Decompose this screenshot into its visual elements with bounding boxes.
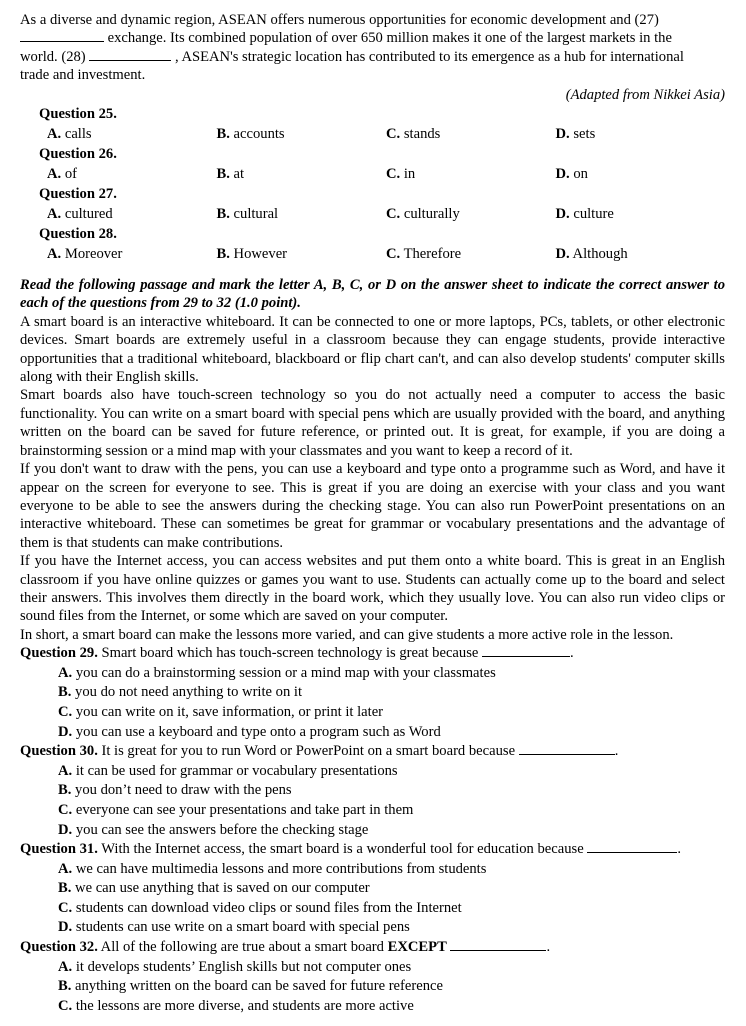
answer-choice[interactable] [20, 781, 725, 801]
answer-letter: B. [58, 978, 72, 995]
reading-questions [20, 644, 725, 1016]
option-choice[interactable] [386, 124, 556, 144]
answer-text: we can use anything that is saved on our computer [71, 880, 370, 897]
option-letter: D. [555, 206, 570, 223]
option-text: at [229, 166, 245, 183]
option-letter: A. [47, 166, 62, 183]
option-text: accounts [229, 126, 285, 143]
option-letter: A. [47, 206, 62, 223]
answer-blank [89, 48, 171, 61]
cloze-questions [39, 104, 725, 264]
option-letter: C. [386, 126, 401, 143]
answer-text: you don’t need to draw with the pens [71, 782, 292, 799]
option-letter: A. [47, 126, 62, 143]
intro-paragraph [20, 11, 725, 104]
option-choice[interactable] [47, 124, 217, 144]
question-tail: . [546, 939, 551, 956]
answer-letter: A. [58, 958, 73, 975]
question-text: Smart board which has touch-screen technology is great because [97, 645, 483, 662]
answer-text: it develops students’ English skills but not computer ones [72, 958, 412, 975]
answer-text: it can be used for grammar or vocabulary presentations [72, 762, 398, 779]
question-stem [20, 840, 725, 860]
answer-letter: A. [58, 664, 73, 681]
intro-line-3: world. (28) , ASEAN's strategic location has contributed to its emergence as a hub for international [20, 48, 684, 65]
question-title: Question 29. [20, 645, 98, 662]
answer-choice[interactable] [20, 899, 725, 919]
answer-choice[interactable] [20, 664, 725, 684]
answer-letter: B. [58, 880, 72, 897]
option-text: cultural [229, 206, 279, 223]
answer-text: you can use a keyboard and type onto a program such as Word [72, 723, 441, 740]
option-choice[interactable] [217, 204, 387, 224]
option-letter: A. [47, 246, 62, 263]
option-choice[interactable] [47, 164, 217, 184]
answer-choice[interactable] [20, 977, 725, 997]
document-page [20, 11, 725, 1016]
answer-text: students can use write on a smart board with special pens [72, 919, 410, 936]
answer-text: we can have multimedia lessons and more contributions from students [72, 860, 487, 877]
option-letter: C. [386, 206, 401, 223]
option-choice[interactable] [386, 204, 556, 224]
question-tail: . [677, 841, 681, 858]
question-title: Question 31. [20, 841, 98, 858]
question-title: Question 26. [39, 146, 117, 163]
answer-choice[interactable] [20, 958, 725, 978]
option-letter: B. [216, 206, 230, 223]
option-choice[interactable] [217, 164, 387, 184]
question-title: Question 30. [20, 743, 98, 760]
option-letter: B. [216, 246, 230, 263]
answer-choice[interactable] [20, 997, 725, 1017]
source-credit: (Adapted from Nikkei Asia) [565, 86, 725, 103]
option-letter: D. [555, 166, 570, 183]
answer-blank [519, 742, 615, 755]
answer-letter: C. [58, 997, 73, 1014]
answer-choice[interactable] [20, 821, 725, 841]
answer-letter: D. [58, 821, 73, 838]
option-letter: C. [386, 246, 401, 263]
question-stem [20, 938, 725, 958]
question-text: All of the following are true about a smart board [97, 939, 388, 956]
instruction: Read the following passage and mark the letter A, B, C, or D on the answer sheet to indicate the correct answer to each of the questions from 29 to 32 (1.0 point). [20, 277, 725, 312]
answer-letter: B. [58, 782, 72, 799]
intro-line-2: exchange. Its combined population of over 650 million makes it one of the largest markets in the [20, 29, 725, 47]
option-choice[interactable] [386, 244, 556, 264]
answer-letter: C. [58, 703, 73, 720]
reading-passage [20, 313, 725, 644]
option-row [39, 164, 725, 184]
answer-blank [482, 644, 570, 657]
option-choice[interactable] [556, 244, 726, 264]
answer-text: you can write on it, save information, or print it later [72, 703, 384, 720]
answer-choice[interactable] [20, 683, 725, 703]
option-text: calls [61, 126, 92, 143]
answer-blank [450, 938, 546, 951]
answer-letter: D. [58, 723, 73, 740]
answer-letter: C. [58, 801, 73, 818]
option-letter: D. [555, 126, 570, 143]
answer-text: you do not need anything to write on it [71, 684, 303, 701]
answer-blank [587, 840, 677, 853]
answer-text: you can do a brainstorming session or a mind map with your classmates [72, 664, 496, 681]
question-title: Question 32. [20, 939, 98, 956]
passage-paragraph: A smart board is an interactive whiteboard. It can be connected to one or more laptops, PCs, tablets, or other electronic devices. Smart boards are extremely useful in a classroom because they can engage students, provide interactive opportunities that a traditional whiteboard, blackboard or flip chart can't, and can also develop students' computer skills along with their English skills. [20, 313, 725, 386]
question-title: Question 27. [39, 186, 117, 203]
answer-choice[interactable] [20, 918, 725, 938]
option-choice[interactable] [556, 124, 726, 144]
option-text: sets [569, 126, 596, 143]
option-row [39, 124, 725, 144]
answer-letter: A. [58, 762, 73, 779]
answer-choice[interactable] [20, 879, 725, 899]
answer-blank [20, 29, 104, 42]
answer-text: you can see the answers before the checking stage [72, 821, 369, 838]
option-text: Although [569, 246, 628, 263]
option-text: on [569, 166, 588, 183]
option-text: Therefore [400, 246, 462, 263]
passage-paragraph: If you have the Internet access, you can access websites and put them onto a white board. This is great in an English classroom if you have online quizzes or games you want to use. Students can actually come up to the board and select their answers. This involves them directly in the board work, which they usually love. You can also run video clips or sound files from the Internet, or some which are saved on your computer. [20, 553, 725, 625]
question-title: Question 25. [39, 106, 117, 123]
answer-letter: A. [58, 860, 73, 877]
option-text: of [61, 166, 78, 183]
option-row [39, 244, 725, 264]
answer-letter: C. [58, 899, 73, 916]
answer-text: anything written on the board can be saved for future reference [71, 978, 443, 995]
passage-paragraph: Smart boards also have touch-screen technology so you do not actually need a computer to access the basic functionality. You can write on a smart board with special pens which are usually provided with the board, and anything written on the board can be saved for future reference, or printed out. It is great, for example, if you are doing a brainstorming session or a mind map with your classmates and you want to keep a record of it. [20, 387, 725, 459]
option-text: Moreover [61, 246, 123, 263]
option-choice[interactable] [47, 244, 217, 264]
option-text: culturally [400, 206, 460, 223]
question-emphasis: EXCEPT [387, 939, 447, 956]
answer-letter: B. [58, 684, 72, 701]
option-text: cultured [61, 206, 113, 223]
option-text: stands [400, 126, 441, 143]
answer-choice[interactable] [20, 801, 725, 821]
answer-choice[interactable] [20, 762, 725, 782]
intro-line-4: trade and investment. [20, 67, 146, 84]
intro-line-1: As a diverse and dynamic region, ASEAN offers numerous opportunities for economic development and (27) [20, 12, 659, 28]
question-stem [20, 644, 725, 664]
option-choice[interactable] [386, 164, 556, 184]
question-text: With the Internet access, the smart board is a wonderful tool for education because [97, 841, 588, 858]
option-choice[interactable] [47, 204, 217, 224]
option-text: in [400, 166, 416, 183]
question-stem [20, 742, 725, 762]
option-choice[interactable] [217, 244, 387, 264]
answer-text: everyone can see your presentations and take part in them [72, 801, 414, 818]
option-letter: C. [386, 166, 401, 183]
answer-text: students can download video clips or sound files from the Internet [72, 899, 462, 916]
answer-choice[interactable] [20, 723, 725, 743]
option-letter: B. [216, 126, 230, 143]
option-choice[interactable] [556, 204, 726, 224]
option-choice[interactable] [217, 124, 387, 144]
question-tail: . [570, 645, 574, 662]
question-title: Question 28. [39, 226, 117, 243]
option-row [39, 204, 725, 224]
answer-letter: D. [58, 919, 73, 936]
option-choice[interactable] [556, 164, 726, 184]
question-text: It is great for you to run Word or PowerPoint on a smart board because [97, 743, 519, 760]
option-text: culture [569, 206, 614, 223]
passage-paragraph: If you don't want to draw with the pens, you can use a keyboard and type onto a programme such as Word, and have it appear on the screen for everyone to see. This is great if you are doing an exercise with your class and you want everyone to be able to see the answers during the checking stage. You can also run PowerPoint presentations on an interactive whiteboard. These can sometimes be great for grammar or vocabulary presentations and the advantage of them is that students can make contributions. [20, 461, 725, 551]
option-letter: B. [216, 166, 230, 183]
passage-paragraph: In short, a smart board can make the lessons more varied, and can give students a more active role in the lesson. [20, 626, 674, 643]
answer-choice[interactable] [20, 703, 725, 723]
option-text: However [229, 246, 288, 263]
answer-choice[interactable] [20, 860, 725, 880]
question-tail: . [614, 743, 619, 760]
option-letter: D. [555, 246, 570, 263]
answer-text: the lessons are more diverse, and students are more active [72, 997, 414, 1014]
